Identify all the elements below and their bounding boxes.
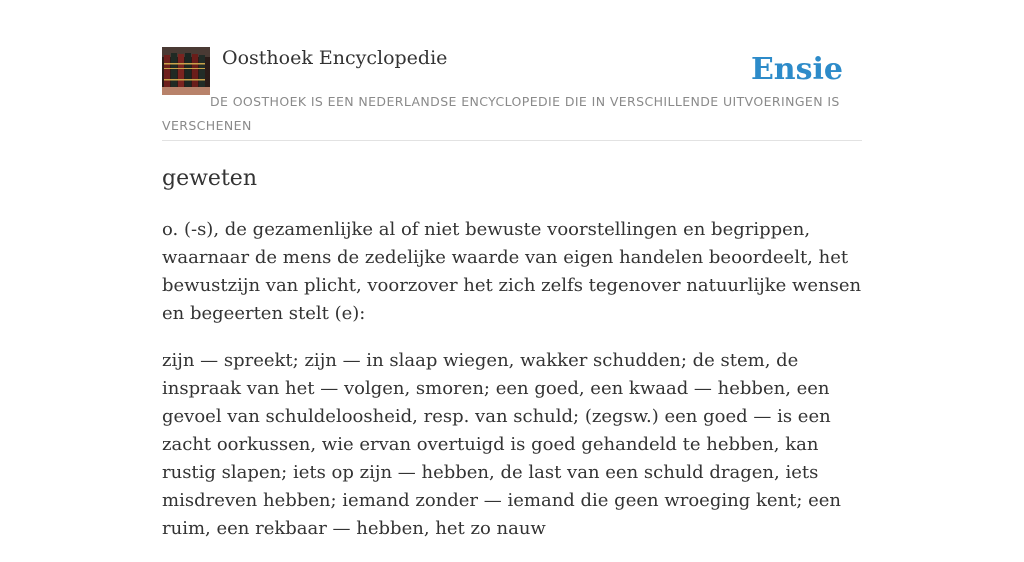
site-tagline: DE OOSTHOEK IS EEN NEDERLANDSE ENCYCLOPEDIE DIE IN VERSCHILLENDE UITVOERINGEN IS VERSCHENEN [162, 94, 840, 133]
book-spines-icon [162, 47, 210, 95]
brand-logo[interactable]: Ensie [750, 52, 843, 87]
entry-paragraph: o. (-s), de gezamenlijke al of niet bewuste voorstellingen en begrippen, waarnaar de mens de zedelijke waarde van eigen handelen beoordeelt, het bewustzijn van plicht, voorzover het zich zelfs tegenover natuurlijke wensen en begeerten stelt (e): [162, 219, 862, 324]
entry-title: geweten [162, 166, 257, 191]
site-title[interactable]: Oosthoek Encyclopedie [222, 47, 448, 69]
entry-content [162, 216, 862, 562]
site-avatar[interactable] [162, 47, 210, 95]
entry-paragraph: zijn — spreekt; zijn — in slaap wiegen, wakker schudden; de stem, de inspraak van het — volgen, smoren; een goed, een kwaad — hebben, een gevoel van schuldeloosheid, resp. van schuld; (zegsw.) een goed — is een zacht oorkussen, wie ervan overtuigd is goed gehandeld te hebben, kan rustig slapen; iets op zijn — hebben, de last van een schuld dragen, iets misdreven hebben; iemand zonder — iemand die geen wroeging kent; een ruim, een rekbaar — hebben, het zo nauw [162, 350, 842, 539]
site-header [162, 46, 862, 141]
